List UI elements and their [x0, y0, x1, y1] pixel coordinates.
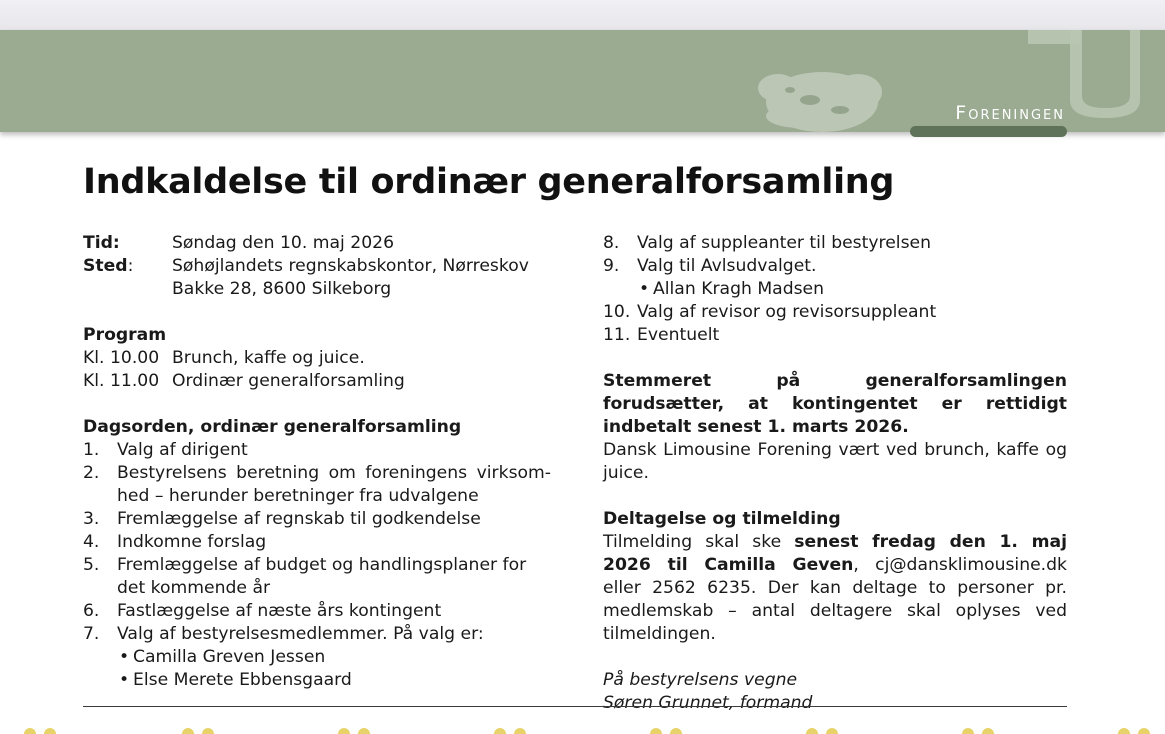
registration-heading: Deltagelse og tilmelding [603, 509, 841, 529]
agenda-number: 7. [83, 624, 100, 644]
section-banner [0, 30, 1165, 132]
info-sted [83, 255, 551, 301]
sted-colon: : [127, 256, 134, 276]
bullet-icon: • [119, 647, 130, 667]
sted-line-2: Bakke 28, 8600 Silkeborg [172, 279, 392, 299]
voting-rule: Stemmeret på generalforsamlingen forudsætter, at kontingentet er rettidigt indbetalt senest 1. marts 2026. [603, 371, 1067, 437]
program-text: Brunch, kaffe og juice. [172, 348, 365, 368]
agenda-list-continued [603, 232, 1067, 347]
agenda-number: 2. [83, 463, 100, 483]
agenda-text: Fastlæggelse af næste års kontingent [117, 601, 442, 621]
agenda-number: 8. [603, 233, 620, 253]
agenda-item [83, 600, 551, 623]
agenda-item [603, 301, 1067, 324]
section-underline [910, 126, 1067, 137]
right-column [603, 232, 1067, 715]
registration-contact: , cj@dansklimousine.dk eller 2562 6235. [603, 555, 1068, 598]
agenda-text: Valg af suppleanter til bestyrelsen [637, 233, 931, 253]
program-heading: Program [83, 325, 167, 345]
agenda-text: Fremlæggelse af budget og handlingsplaner for det kommende år [117, 555, 527, 598]
agenda-item [83, 623, 551, 646]
program-text: Ordinær generalforsamling [172, 371, 405, 391]
sted-line-1: Søhøjlandets regnskabskontor, Nørreskov [172, 256, 529, 276]
agenda-text: Valg af revisor og revisorsuppleant [637, 302, 937, 322]
candidate-name: Allan Kragh Madsen [653, 279, 825, 299]
agenda-text: Indkomne forslag [117, 532, 267, 552]
agenda-text: Fremlæggelse af regnskab til godkendelse [117, 509, 481, 529]
agenda-item [83, 508, 551, 531]
program-item [83, 347, 551, 370]
agenda-text: Eventuelt [637, 325, 720, 345]
registration-intro: Tilmelding skal ske [603, 532, 795, 552]
signature-line-2: Søren Grunnet, formand [603, 693, 813, 713]
candidate-item [603, 278, 1067, 301]
agenda-text: Valg af dirigent [117, 440, 248, 460]
agenda-item [83, 462, 551, 508]
agenda-number: 11. [603, 325, 631, 345]
agenda-text: Bestyrelsens beretning om foreningens virksom-hed – herunder beretninger fra udvalgene [117, 463, 551, 506]
bottom-divider [83, 706, 1067, 707]
candidate-item [83, 669, 551, 692]
agenda-item [83, 554, 551, 600]
agenda-number: 9. [603, 256, 620, 276]
candidate-item [83, 646, 551, 669]
registration-text [603, 531, 1067, 646]
bullet-icon: • [119, 670, 130, 690]
candidate-name: Camilla Greven Jessen [133, 647, 326, 667]
dots-border-icon [0, 724, 1165, 734]
left-column [83, 232, 551, 692]
agenda-item [603, 232, 1067, 255]
agenda-item [83, 531, 551, 554]
program-time: Kl. 10.00 [83, 348, 160, 368]
page-title: Indkaldelse til ordinær generalforsamling [83, 162, 895, 202]
tid-value: Søndag den 10. maj 2026 [172, 233, 395, 253]
sted-value [172, 255, 529, 301]
sted-label-wrap [83, 255, 172, 301]
agenda-number: 1. [83, 440, 100, 460]
registration-note: Der kan deltage to personer pr. medlemskab – antal deltagere skal oplyses ved tilmeldingen. [603, 578, 1067, 644]
top-strip [0, 0, 1165, 30]
info-tid [83, 232, 551, 255]
sted-label: Sted [83, 256, 128, 276]
bullet-icon: • [639, 279, 650, 299]
agenda-heading: Dagsorden, ordinær generalforsamling [83, 417, 462, 437]
agenda-number: 3. [83, 509, 100, 529]
program-time: Kl. 11.00 [83, 371, 160, 391]
host-note: Dansk Limousine Forening vært ved brunch, kaffe og juice. [603, 440, 1067, 483]
agenda-item [83, 439, 551, 462]
agenda-text: Valg til Avlsudvalget. [637, 256, 817, 276]
agenda-number: 6. [83, 601, 100, 621]
tid-label: Tid: [83, 233, 120, 253]
agenda-number: 10. [603, 302, 631, 322]
agenda-item [603, 255, 1067, 278]
agenda-text: Valg af bestyrelsesmedlemmer. På valg er: [117, 624, 484, 644]
section-label: Foreningen [955, 102, 1065, 124]
agenda-number: 4. [83, 532, 100, 552]
agenda-list [83, 439, 551, 692]
signature-line-1: På bestyrelsens vegne [603, 670, 798, 690]
program-item [83, 370, 551, 393]
registration-deadline: senest fredag den 1. maj 2026 til Camilla Geven [603, 532, 1068, 575]
candidate-name: Else Merete Ebbensgaard [133, 670, 352, 690]
agenda-item [603, 324, 1067, 347]
agenda-number: 5. [83, 555, 100, 575]
